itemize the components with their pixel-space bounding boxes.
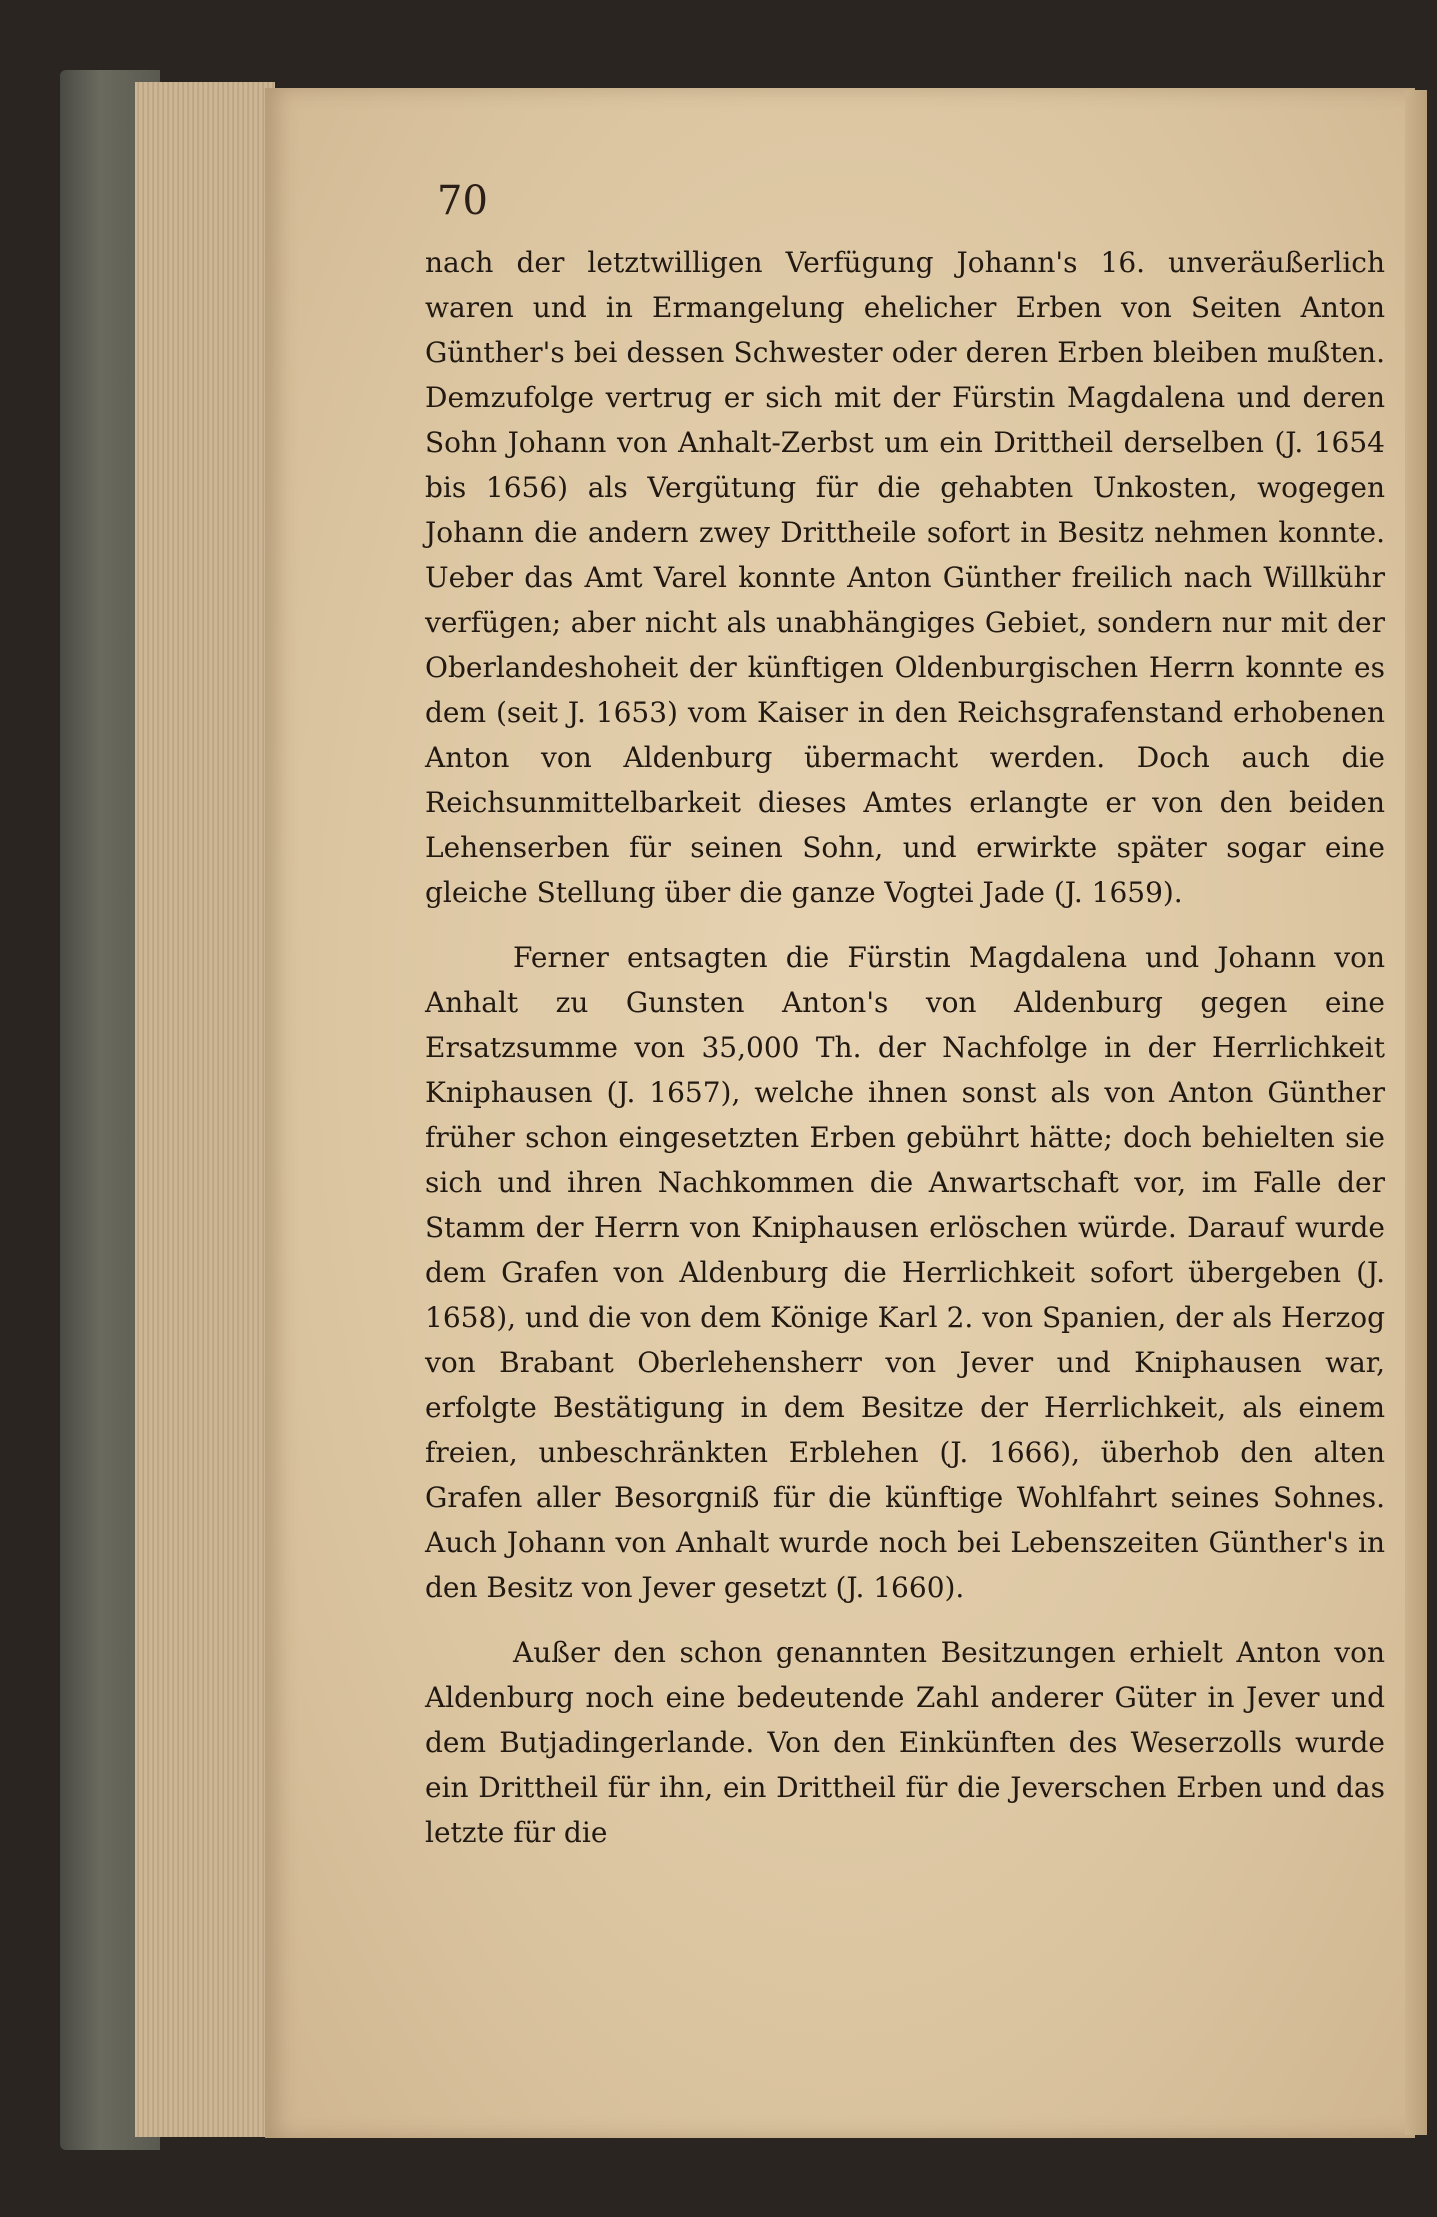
facing-page-edge: [1405, 90, 1427, 2135]
page-number: 70: [437, 178, 488, 224]
paragraph-1: nach der letztwilligen Verfügung Johann's 16. unveräußerlich waren und in Ermangelung ehelicher Erben von Seiten Anton Günther's bei dessen Schwester oder deren Erben bleiben mußten. Demzufolge vertrug er sich mit der Fürstin Magdalena und deren Sohn Johann von Anhalt-Zerbst um ein Drittheil derselben (J. 1654 bis 1656) als Vergütung für die gehabten Unkosten, wogegen Johann die andern zwey Drittheile sofort in Besitz nehmen konnte. Ueber das Amt Varel konnte Anton Günther freilich nach Willkühr verfügen; aber nicht als unabhängiges Gebiet, sondern nur mit der Oberlandeshoheit der künftigen Oldenburgischen Herrn konnte es dem (seit J. 1653) vom Kaiser in den Reichsgrafenstand erhobenen Anton von Aldenburg übermacht werden. Doch auch die Reichsunmittelbarkeit dieses Amtes erlangte er von den beiden Lehenserben für seinen Sohn, und erwirkte später sogar eine gleiche Stellung über die ganze Vogtei Jade (J. 1659).: [425, 246, 1385, 909]
paragraph-2: Ferner entsagten die Fürstin Magdalena und Johann von Anhalt zu Gunsten Anton's von Aldenburg gegen eine Ersatzsumme von 35,000 Th. der Nachfolge in der Herrlichkeit Kniphausen (J. 1657), welche ihnen sonst als von Anton Günther früher schon eingesetzten Erben gebührt hätte; doch behielten sie sich und ihren Nachkommen die Anwartschaft vor, im Falle der Stamm der Herrn von Kniphausen erlöschen würde. Darauf wurde dem Grafen von Aldenburg die Herrlichkeit sofort übergeben (J. 1658), und die von dem Könige Karl 2. von Spanien, der als Herzog von Brabant Oberlehensherr von Jever und Kniphausen war, erfolgte Bestätigung in dem Besitze der Herrlichkeit, als einem freien, unbeschränkten Erblehen (J. 1666), überhob den alten Grafen aller Besorgniß für die künftige Wohlfahrt seines Sohnes. Auch Johann von Anhalt wurde noch bei Lebenszeiten Günther's in den Besitz von Jever gesetzt (J. 1660).: [425, 941, 1385, 1604]
page-text: [425, 240, 1385, 1855]
paragraph-3: Außer den schon genannten Besitzungen erhielt Anton von Aldenburg noch eine bedeutende Zahl anderer Güter in Jever und dem Butjadingerlande. Von den Einkünften des Weserzolls wurde ein Drittheil für ihn, ein Drittheil für die Jeverschen Erben und das letzte für die: [425, 1636, 1385, 1849]
page-stack-edges: [135, 82, 275, 2137]
